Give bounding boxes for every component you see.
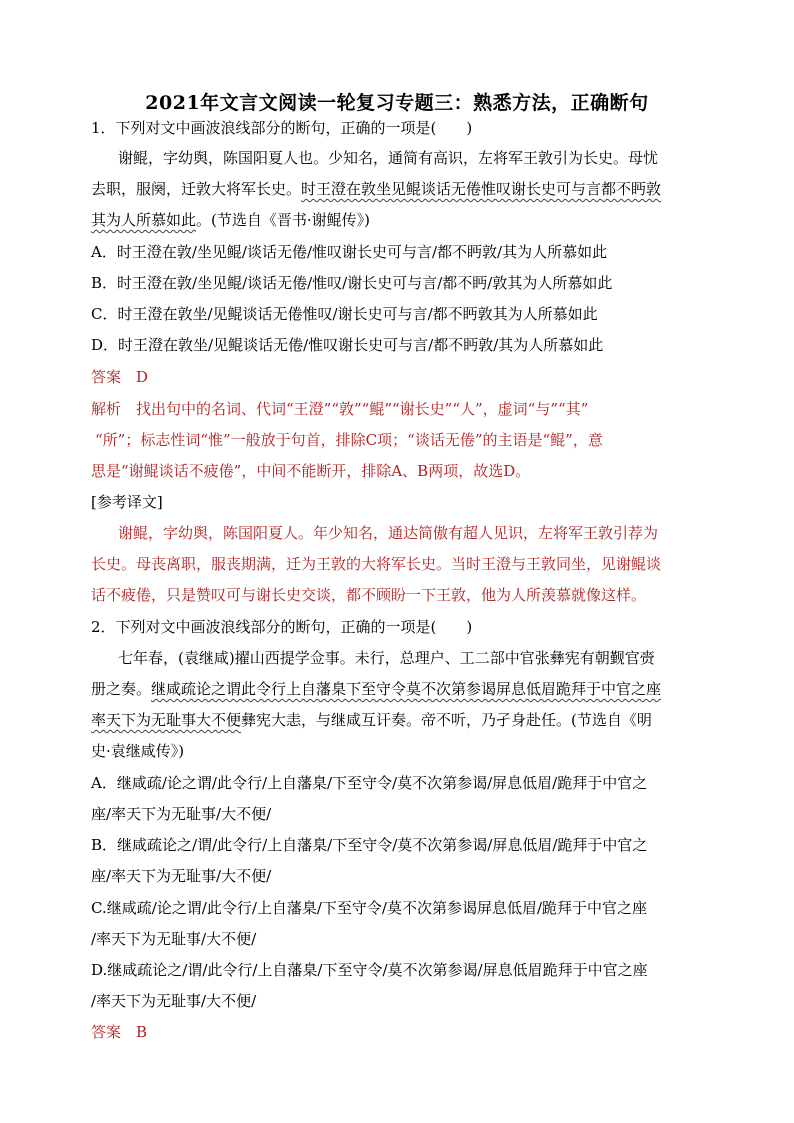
q2-option-a-cont: 座/率天下为无耻事/大不便/ <box>91 805 272 823</box>
q1-analysis-line: 解析 找出句中的名词、代词“王澄”“敦”“鲲”“谢长史”“人”，虚词“与”“其” <box>91 400 589 418</box>
q1-translation-line: 长史。母丧离职，服丧期满，迁为王敦的大将军长史。当时王澄与王敦同坐，见谢鲲谈 <box>91 555 662 573</box>
q2-passage-line <box>91 679 661 699</box>
q1-analysis-line: 思是“谢鲲谈话不疲倦”，中间不能断开，排除A、B两项，故选D。 <box>91 462 531 480</box>
q1-translation-line: 话不疲倦，只是赞叹可与谢长史交谈，都不顾盼一下王敦，他为人所羡慕就像这样。 <box>91 586 647 604</box>
q2-stem: 2．下列对文中画波浪线部分的断句，正确的一项是( ) <box>91 618 473 636</box>
page-title: 2021年文言文阅读一轮复习专题三：熟悉方法，正确断句 <box>145 92 649 114</box>
q1-passage-text: 去职，服阕，迁敦大将军长史。 <box>91 180 302 198</box>
q1-passage-line <box>91 210 370 230</box>
q2-option-d-cont: /率天下为无耻事/大不便/ <box>91 992 257 1010</box>
q1-answer: 答案 D <box>91 368 149 386</box>
q2-option-b: B．继咸疏论之/谓/此令行/上自藩臬/下至守令/莫不次第参谒/屏息低眉/跪拜于中官之 <box>91 836 648 854</box>
q1-wavy-segment: 其为人所慕如此 <box>91 211 197 229</box>
q1-translation-line: 谢鲲，字幼舆，陈国阳夏人。年少知名，通达简傲有超人见识，左将军王敦引荐为 <box>118 524 659 542</box>
q2-passage-text: 册之奏。 <box>91 680 152 698</box>
q1-passage-line: 谢鲲，字幼舆，陈国阳夏人也。少知名，通简有高识，左将军王敦引为长史。母忧 <box>118 149 659 167</box>
reference-translation-heading: [参考译文] <box>91 493 163 511</box>
q1-passage-line <box>91 179 661 199</box>
q2-option-a: A．继咸疏/论之谓/此令行/上自藩臬/下至守令/莫不次第参谒/屏息低眉/跪拜于中官之 <box>91 774 648 792</box>
q2-wavy-segment: 率天下为无耻事大不便 <box>91 711 242 729</box>
q2-passage-source: 史·袁继咸传》) <box>91 742 185 760</box>
q2-passage-line: 七年春，(袁继咸)擢山西提学佥事。未行，总理户、工二部中官张彝宪有朝觐官赍 <box>118 649 655 667</box>
q1-analysis-line: “所”；标志性词“惟”一般放于句首，排除C项；“谈话无倦”的主语是“鲲”，意 <box>95 431 603 449</box>
q1-stem: 1．下列对文中画波浪线部分的断句，正确的一项是( ) <box>91 119 473 137</box>
q2-passage-line <box>91 710 652 730</box>
q1-passage-source: 。(节选自《晋书·谢鲲传》) <box>196 211 370 229</box>
q2-option-d: D.继咸疏论之/谓/此令行/上自藩臬/下至守令/莫不次第参谒/屏息低眉跪拜于中官之座 <box>91 961 648 979</box>
q2-answer: 答案 B <box>91 1023 148 1041</box>
q2-option-c-cont: /率天下为无耻事/大不便/ <box>91 930 257 948</box>
q2-option-b-cont: 座/率天下为无耻事/大不便/ <box>91 867 272 885</box>
q1-option-a: A．时王澄在敦/坐见鲲/谈话无倦/惟叹谢长史可与言/都不眄敦/其为人所慕如此 <box>91 243 608 261</box>
q2-wavy-segment: 继咸疏论之谓此令行上自藩臬下至守令莫不次第参谒屏息低眉跪拜于中官之座 <box>151 680 662 698</box>
q2-passage-text: 彝宪大恚，与继咸互讦奏。帝不听，乃孑身赴任。(节选自《明 <box>241 711 652 729</box>
q1-option-c: C．时王澄在敦坐/见鲲谈话无倦惟叹/谢长史可与言/都不眄敦其为人所慕如此 <box>91 305 598 323</box>
q1-option-b: B．时王澄在敦/坐见鲲/谈话无倦/惟叹/谢长史可与言/都不眄/敦其为人所慕如此 <box>91 274 613 292</box>
q1-option-d: D．时王澄在敦坐/见鲲谈话无倦/惟叹谢长史可与言/都不眄敦/其为人所慕如此 <box>91 336 604 354</box>
q1-wavy-segment: 时王澄在敦坐见鲲谈话无倦惟叹谢长史可与言都不眄敦 <box>301 180 662 198</box>
q2-option-c: C.继咸疏/论之谓/此令行/上自藩臬/下至守令/莫不次第参谒屏息低眉/跪拜于中官之座 <box>91 899 648 917</box>
